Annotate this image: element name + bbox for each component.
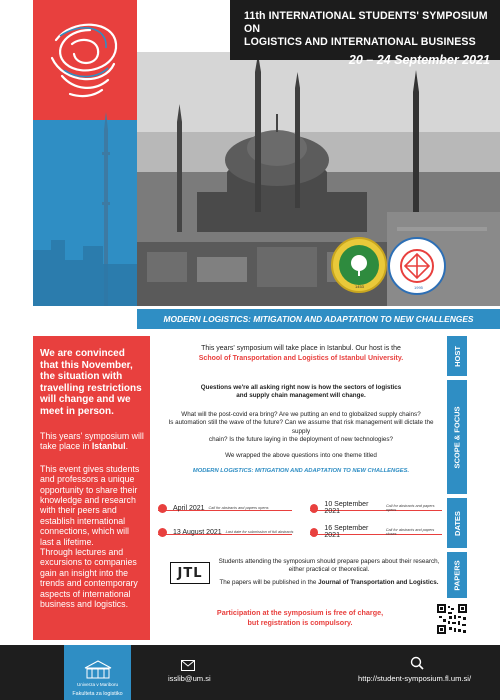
event-title-line1: 11th INTERNATIONAL STUDENTS' SYMPOSIUM ON	[244, 10, 488, 35]
qr-code-icon	[437, 604, 467, 634]
event-title-banner	[230, 0, 500, 67]
istanbul-university-seal	[331, 237, 387, 293]
tree-icon	[346, 252, 372, 278]
intro-panel	[33, 336, 150, 640]
papers-line2: either practical or theoretical.	[288, 566, 370, 574]
scope-theme: MODERN LOGISTICS: MITIGATION AND ADAPTATION TO NEW CHALLENGES.	[192, 467, 410, 474]
date-note: Last date for submission of full abstracts	[225, 530, 294, 534]
intro-location-suffix: .	[125, 441, 129, 452]
host-section	[160, 344, 442, 363]
tab-papers	[447, 552, 467, 598]
intro-paragraph-2: This event gives students and professors a unique opportunity to share their knowledge and research with their peers and establish international connections, which will last a lifetime.	[40, 463, 140, 547]
seal-year: 1453	[355, 284, 364, 289]
faculty-name: Fakulteta za logistiko	[72, 691, 123, 697]
symposium-logo	[33, 0, 137, 120]
participation-line1: Participation at the symposium is free of charge,	[216, 608, 384, 617]
date-bullet-icon	[310, 528, 318, 537]
scope-q1: Questions we're all asking right now is how the sectors of logistics	[200, 384, 402, 391]
hero-left-column	[33, 0, 137, 306]
journal-name: Journal of Transportation and Logistics.	[318, 578, 439, 586]
intro-location	[40, 431, 144, 452]
date-bullet-icon	[158, 504, 167, 513]
theme-banner: MODERN LOGISTICS: MITIGATION AND ADAPTATION TO NEW CHALLENGES	[137, 309, 500, 329]
date-item	[310, 526, 442, 538]
date-note: Call for abstracts and papers opens	[385, 504, 435, 512]
search-icon	[410, 656, 424, 670]
faculty-seal	[388, 237, 446, 295]
date-item	[158, 502, 268, 514]
intro-location-text: This years' symposium will take place in	[40, 431, 144, 452]
qr-code[interactable]	[437, 604, 467, 634]
tab-host	[447, 336, 467, 376]
papers-line3-text: The papers will be published in the	[219, 578, 319, 586]
date-value: April 2021	[173, 504, 205, 512]
scope-b1: What will the post-covid era bring? Are we putting an end to globalized supply chains?	[181, 410, 421, 418]
date-item	[310, 502, 442, 514]
date-value: 10 September 2021	[324, 501, 369, 515]
papers-section	[215, 558, 443, 587]
logistics-network-icon	[397, 246, 437, 286]
intro-lead: We are convinced that this November, the situation with travelling restrictions will change and we meet in person.	[40, 348, 142, 417]
seal-year-right: 1995	[414, 285, 423, 290]
email-link[interactable]: isslib@um.si	[168, 674, 211, 683]
mail-icon	[181, 658, 195, 669]
city-silhouette-left	[33, 210, 137, 306]
tab-dates	[447, 498, 467, 548]
scope-wrap-text: We wrapped the above questions into one theme titled	[225, 452, 377, 460]
university-building-icon	[83, 660, 113, 680]
jtl-logo: JTL	[170, 562, 210, 584]
scope-b2: Is automation still the wave of the future? Can we assume that risk management will dictate the supply	[168, 419, 434, 435]
tab-scope	[447, 380, 467, 494]
date-bullet-icon	[310, 504, 318, 513]
dates-section	[150, 498, 442, 544]
date-bullet-icon	[158, 528, 167, 537]
host-line1: This years' symposium will take place in Istanbul. Our host is the	[201, 345, 401, 352]
scope-q2: and supply chain management will change.	[236, 392, 366, 400]
event-dates: 20 – 24 September 2021	[348, 53, 490, 67]
papers-line1: Students attending the symposium should prepare papers about their research,	[218, 558, 440, 565]
date-value: 16 September 2021	[324, 525, 369, 539]
university-name: Univerza v Mariboru	[76, 682, 119, 687]
scope-b3: chain? Is the future laying in the deployment of new technologies?	[208, 436, 394, 444]
participation-note	[170, 608, 430, 628]
scope-section	[160, 384, 442, 475]
host-line2: School of Transportation and Logistics of Istanbul University.	[198, 354, 404, 362]
tab-host-label: HOST	[452, 345, 462, 367]
papers-line3	[215, 579, 443, 587]
tab-papers-label: PAPERS	[452, 559, 462, 591]
website-link[interactable]: http://student-symposium.fl.um.si/	[358, 674, 472, 683]
date-value: 13 August 2021	[173, 528, 222, 536]
event-title-line2: LOGISTICS AND INTERNATIONAL BUSINESS	[244, 36, 476, 48]
date-item	[158, 526, 293, 538]
intro-location-city: Istanbul	[91, 441, 126, 452]
tab-dates-label: DATES	[452, 510, 462, 536]
university-logo	[64, 645, 131, 700]
tab-scope-label: SCOPE & FOCUS	[452, 405, 462, 469]
intro-paragraph-3: Through lectures and excursions to companies gain an insight into the trends and contemporary aspects of international business and logistics.	[40, 547, 138, 610]
date-note: Call for abstracts and papers opens	[208, 506, 269, 510]
participation-line2: but registration is compulsory.	[247, 618, 353, 627]
date-note: Call for abstracts and papers closes	[385, 528, 435, 536]
